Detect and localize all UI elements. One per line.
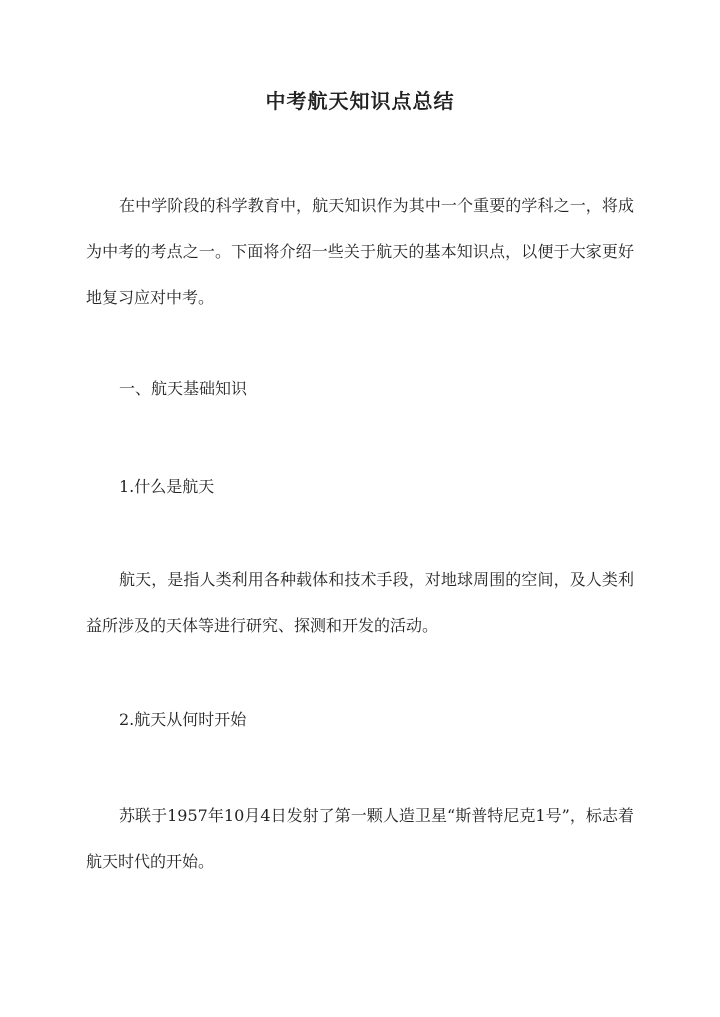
answer-paragraph: 苏联于1957年10月4日发射了第一颗人造卫星“斯普特尼克1号”，标志着航天时代的开始。 [86,806,634,871]
question-heading: 2.航天从何时开始 [119,710,247,729]
answer-paragraph: 航天，是指人类利用各种载体和技术手段，对地球周围的空间，及人类利益所涉及的天体等进行研究、探测和开发的活动。 [86,570,634,635]
document-title: 中考航天知识点总结 [265,89,455,113]
question-heading: 1.什么是航天 [119,477,215,496]
intro-paragraph: 在中学阶段的科学教育中，航天知识作为其中一个重要的学科之一，将成为中考的考点之一。下面将介绍一些关于航天的基本知识点，以便于大家更好地复习应对中考。 [86,196,634,307]
section-heading: 一、航天基础知识 [119,379,248,398]
